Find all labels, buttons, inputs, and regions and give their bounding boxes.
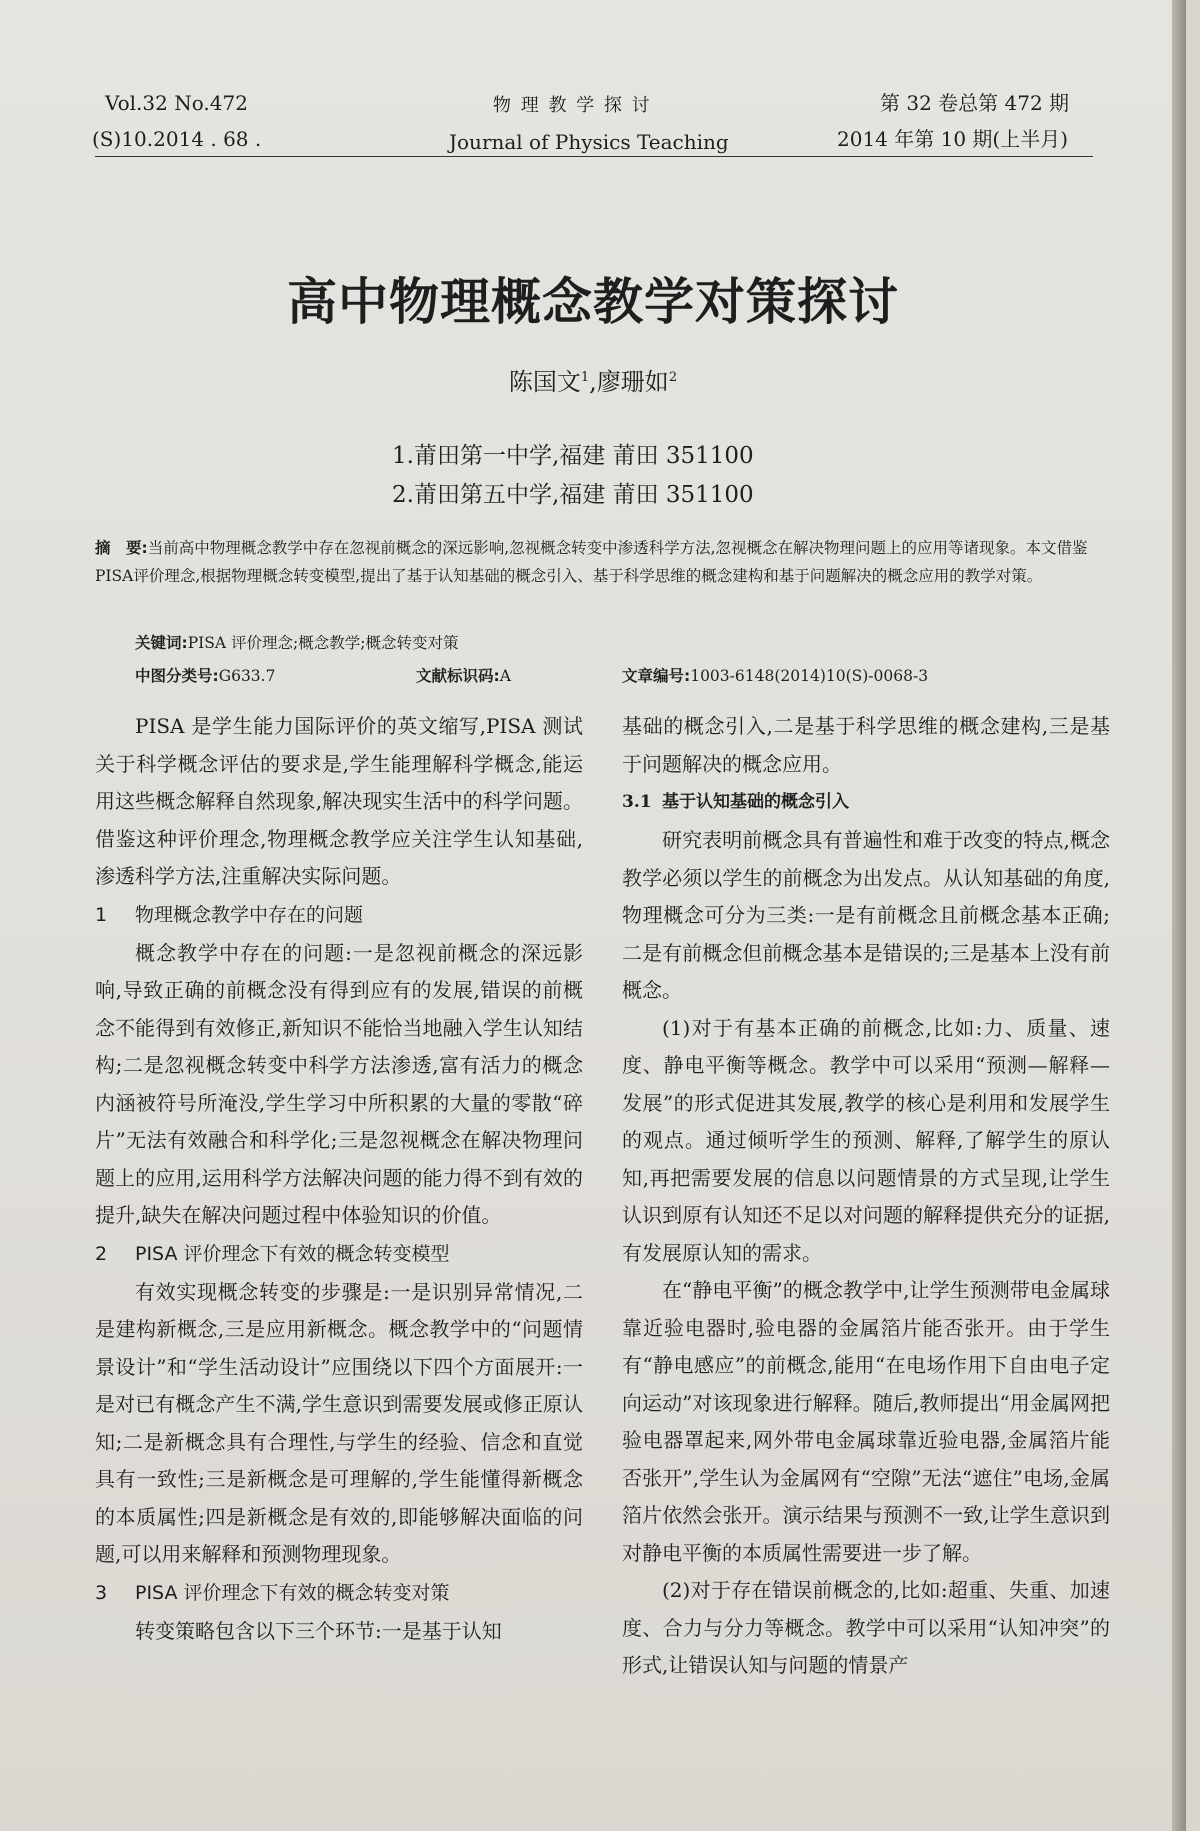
article-number-label: 文章编号: <box>622 667 691 685</box>
section-heading <box>95 1235 583 1274</box>
subsection-title: 基于认知基础的概念引入 <box>662 792 849 812</box>
paragraph: 有效实现概念转变的步骤是:一是识别异常情况,二是建构新概念,三是应用新概念。概念教学中的“问题情景设计”和“学生活动设计”应围绕以下四个方面展开:一是对已有概念产生不满,学生意识到需要发展或修正原认知;二是新概念具有合理性,与学生的经验、信念和直觉具有一致性;三是新概念是可理解的,学生能懂得新概念的本质属性;四是新概念是有效的,即能够解决面临的问题,可以用来解释和预测物理现象。 <box>95 1279 583 1566</box>
affiliation-2: 2.莆田第五中学,福建 莆田 351100 <box>392 482 754 508</box>
author-affil-mark: 1 <box>580 370 590 385</box>
subsection-heading <box>622 783 1110 822</box>
paragraph: 研究表明前概念具有普遍性和难于改变的特点,概念教学必须以学生的前概念为出发点。从认知基础的角度,物理概念可分为三类:一是有前概念且前概念基本正确;二是有前概念但前概念基本是错误的;三是基本上没有前概念。 <box>622 828 1110 1002</box>
article-number-value: 1003-6148(2014)10(S)-0068-3 <box>690 667 929 685</box>
document-code <box>416 664 511 686</box>
article-title: 高中物理概念教学对策探讨 <box>287 273 899 331</box>
article-number <box>622 664 928 686</box>
section-title: PISA 评价理念下有效的概念转变对策 <box>135 1581 450 1604</box>
author-name: 廖珊如 <box>596 368 669 396</box>
paragraph: 转变策略包含以下三个环节:一是基于认知 <box>135 1618 502 1643</box>
header-rule <box>95 156 1093 157</box>
abstract-label: 摘 要: <box>95 539 148 557</box>
header-volume: Vol.32 No.472 <box>105 91 248 115</box>
body-column-right <box>622 708 1110 1685</box>
header-date-cn: 2014 年第 10 期(上半月) <box>837 127 1069 151</box>
subsection-number: 3.1 <box>622 792 652 812</box>
keywords <box>135 631 458 653</box>
author-affil-mark: 2 <box>668 370 678 385</box>
header-journal-cn: 物 理 教 学 探 讨 <box>493 95 652 116</box>
paragraph: 概念教学中存在的问题:一是忽视前概念的深远影响,导致正确的前概念没有得到应有的发展,错误的前概念不能得到有效修正,新知识不能恰当地融入学生认知结构;二是忽视概念转变中科学方法渗透,富有活力的概念内涵被符号所淹没,学生学习中所积累的大量的零散“碎片”无法有效融合和科学化;三是忽视概念在解决物理问题上的应用,运用科学方法解决问题的能力得不到有效的提升,缺失在解决问题过程中体验知识的价值。 <box>95 940 583 1227</box>
section-number: 3 <box>95 1581 108 1604</box>
header-volume-cn: 第 32 卷总第 472 期 <box>880 91 1070 115</box>
author-line <box>0 362 1186 397</box>
header-journal-en: Journal of Physics Teaching <box>449 130 729 154</box>
keywords-value: PISA 评价理念;概念教学;概念转变对策 <box>187 634 459 652</box>
section-title: PISA 评价理念下有效的概念转变模型 <box>135 1242 450 1265</box>
classification-number <box>135 664 275 686</box>
keywords-label: 关键词: <box>135 634 188 652</box>
paragraph: (2)对于存在错误前概念的,比如:超重、失重、加速度、合力与分力等概念。教学中可以采用“认知冲突”的形式,让错误认知与问题的情景产 <box>622 1578 1110 1677</box>
classification-value: G633.7 <box>218 667 276 685</box>
section-number: 2 <box>95 1242 108 1265</box>
author-separator: , <box>589 368 597 396</box>
section-heading <box>95 896 583 935</box>
abstract-text: 当前高中物理概念教学中存在忽视前概念的深远影响,忽视概念转变中渗透科学方法,忽视概念在解决物理问题上的应用等诸现象。本文借鉴PISA评价理念,根据物理概念转变模型,提出了基于认知基础的概念引入、基于科学思维的概念建构和基于问题解决的概念应用的教学对策。 <box>95 539 1088 585</box>
header-issue-page: (S)10.2014 . 68 . <box>92 127 262 151</box>
document-code-label: 文献标识码: <box>416 667 500 685</box>
section-heading <box>95 1574 583 1613</box>
document-code-value: A <box>499 667 511 685</box>
affiliation-1: 1.莆田第一中学,福建 莆田 351100 <box>392 443 754 469</box>
author-name: 陈国文 <box>508 368 581 396</box>
section-number: 1 <box>95 903 108 926</box>
paragraph-continued: 基础的概念引入,二是基于科学思维的概念建构,三是基于问题解决的概念应用。 <box>622 714 1110 776</box>
body-column-left <box>95 708 583 1650</box>
paragraph: (1)对于有基本正确的前概念,比如:力、质量、速度、静电平衡等概念。教学中可以采用“预测—解释—发展”的形式促进其发展,教学的核心是利用和发展学生的观点。通过倾听学生的预测、解释,了解学生的原认知,再把需要发展的信息以问题情景的方式呈现,让学生认识到原有认知还不足以对问题的解释提供充分的证据,有发展原认知的需求。 <box>622 1015 1110 1265</box>
section-title: 物理概念教学中存在的问题 <box>135 903 364 926</box>
paragraph: PISA 是学生能力国际评价的英文缩写,PISA 测试关于科学概念评估的要求是,学生能理解科学概念,能运用这些概念解释自然现象,解决现实生活中的科学问题。借鉴这种评价理念,物理概念教学应关注学生认知基础,渗透科学方法,注重解决实际问题。 <box>95 714 583 888</box>
classification-label: 中图分类号: <box>135 667 219 685</box>
abstract <box>95 534 1092 590</box>
paragraph: 在“静电平衡”的概念教学中,让学生预测带电金属球靠近验电器时,验电器的金属箔片能否张开。由于学生有“静电感应”的前概念,能用“在电场作用下自由电子定向运动”对该现象进行解释。随后,教师提出“用金属网把验电器罩起来,网外带电金属球靠近验电器,金属箔片能否张开”,学生认为金属网有“空隙”无法“遮住”电场,金属箔片依然会张开。演示结果与预测不一致,让学生意识到对静电平衡的本质属性需要进一步了解。 <box>622 1278 1110 1565</box>
